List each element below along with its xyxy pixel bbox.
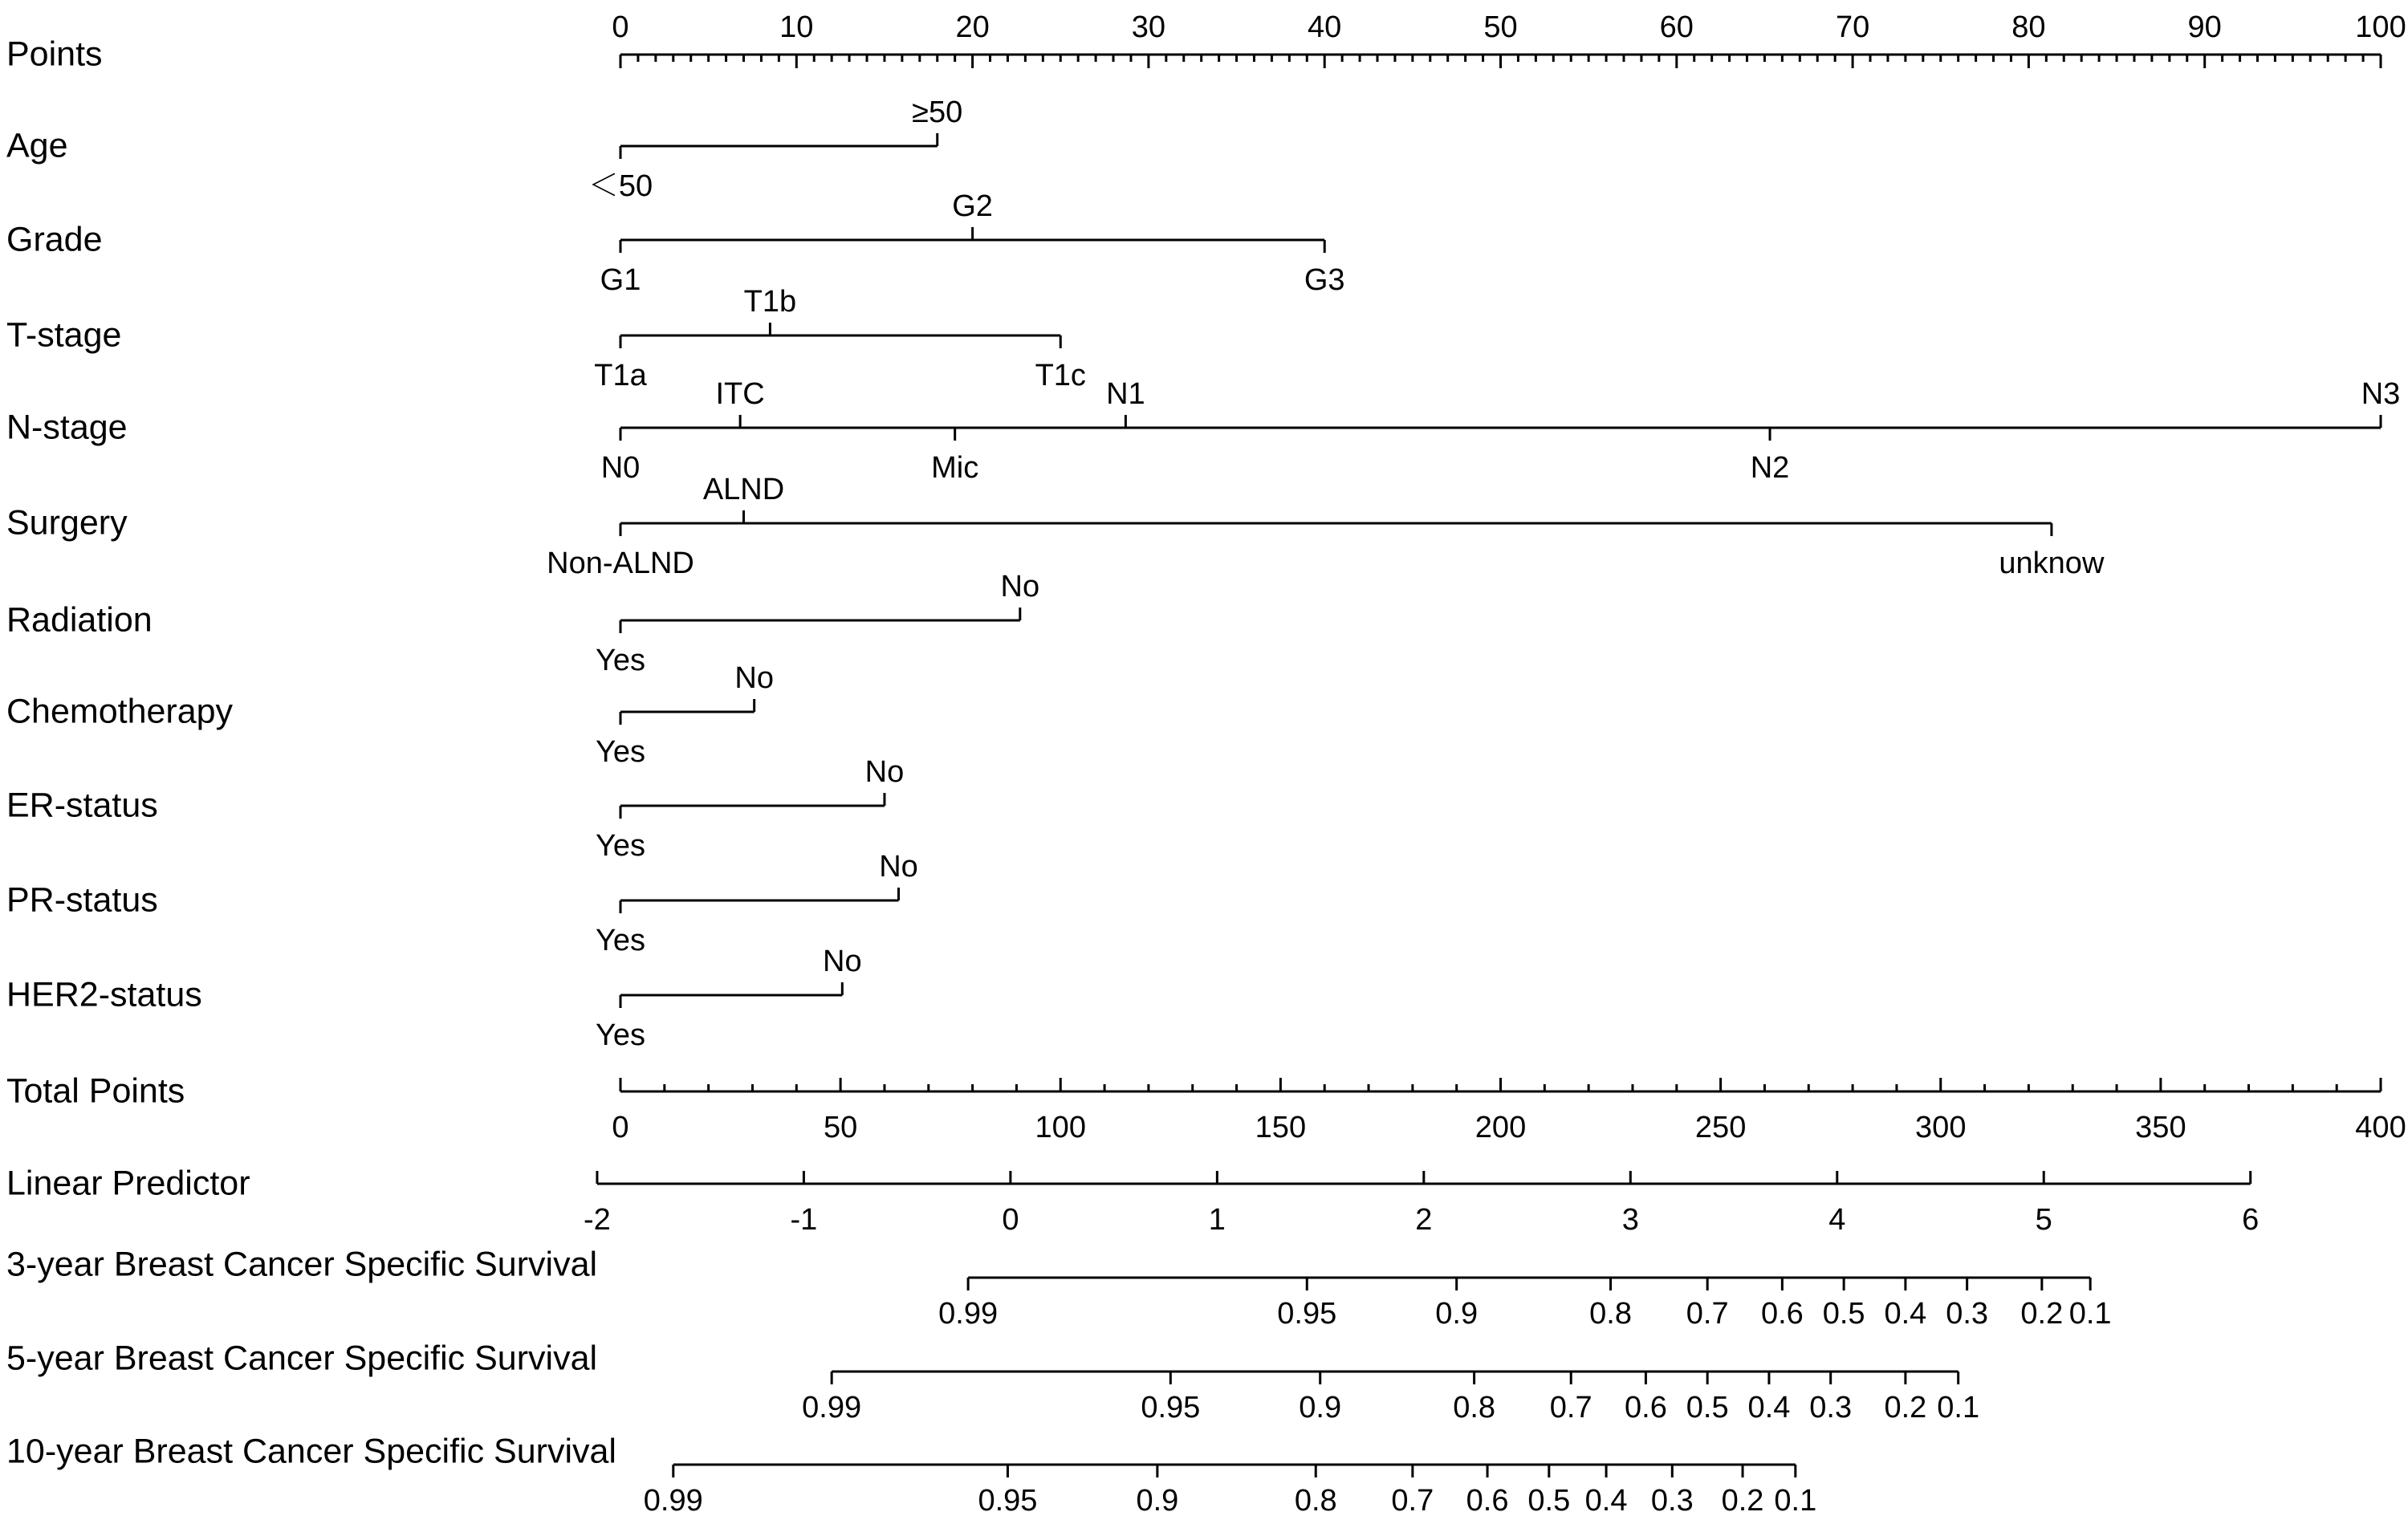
total-points-tick-label: 150 [1255,1111,1307,1144]
linear-predictor-tick-label: -1 [790,1203,818,1237]
survival-tick-label: 0.7 [1391,1484,1434,1518]
level-label: N0 [600,451,641,485]
points-tick-label: 90 [2187,10,2222,44]
survival-tick-label: 0.4 [1747,1391,1791,1424]
row-label: N-stage [6,408,128,447]
row-label: 10-year Breast Cancer Specific Survival [6,1432,616,1471]
row-label: Points [6,35,103,74]
total-points-tick-label: 0 [612,1111,629,1144]
level-label: ＜50 [588,169,653,203]
survival-tick-label: 0.3 [1809,1391,1853,1424]
points-tick-label: 0 [612,10,629,44]
points-tick-label: 30 [1131,10,1166,44]
survival-tick-label: 0.8 [1453,1391,1496,1424]
points-tick-label: 70 [1835,10,1870,44]
row-label: Chemotherapy [6,692,234,731]
level-label: G3 [1304,263,1345,297]
survival-tick-label: 0.95 [1141,1391,1201,1424]
total-points-tick-label: 300 [1915,1111,1967,1144]
row-label: T-stage [6,315,122,355]
level-label: G1 [600,263,641,297]
level-label: No [823,945,862,978]
survival-tick-label: 0.95 [1277,1297,1337,1331]
survival-tick-label: 0.5 [1527,1484,1571,1518]
survival-tick-label: 0.2 [1721,1484,1764,1518]
row-label: PR-status [6,880,158,920]
survival-tick-label: 0.9 [1435,1297,1479,1331]
linear-predictor-tick-label: 6 [2242,1203,2260,1237]
total-points-tick-label: 350 [2135,1111,2186,1144]
row-label: Grade [6,220,103,259]
survival-tick-label: 0.1 [2068,1297,2112,1331]
survival-tick-label: 0.1 [1774,1484,1817,1518]
level-label: ≥50 [912,96,963,129]
survival-tick-label: 0.6 [1760,1297,1804,1331]
survival-tick-label: 0.2 [2020,1297,2064,1331]
survival-tick-label: 0.4 [1884,1297,1927,1331]
points-tick-label: 50 [1483,10,1518,44]
survival-tick-label: 0.9 [1299,1391,1342,1424]
level-label: Non-ALND [547,547,694,580]
linear-predictor-tick-label: 4 [1828,1203,1846,1237]
level-label: Yes [596,1018,645,1052]
level-label: N1 [1106,377,1145,411]
survival-tick-label: 0.7 [1686,1297,1729,1331]
survival-tick-label: 0.6 [1625,1391,1667,1424]
points-tick-label: 40 [1308,10,1342,44]
row-label: Linear Predictor [6,1164,250,1203]
linear-predictor-tick-label: 1 [1208,1203,1226,1237]
level-label: No [879,850,918,884]
survival-tick-label: 0.4 [1584,1484,1628,1518]
survival-tick-label: 0.3 [1946,1297,1989,1331]
level-label: T1a [594,359,647,392]
row-label: Age [6,126,68,165]
survival-tick-label: 0.6 [1466,1484,1509,1518]
survival-tick-label: 0.95 [978,1484,1038,1518]
level-label: ALND [702,473,785,506]
row-label: Total Points [6,1071,185,1111]
linear-predictor-tick-label: 2 [1415,1203,1433,1237]
survival-tick-label: 0.99 [938,1297,999,1331]
level-label: Yes [596,924,645,957]
row-label: 3-year Breast Cancer Specific Survival [6,1245,598,1284]
level-label: No [734,661,774,695]
level-label: No [1000,570,1040,604]
level-label: Yes [596,829,645,863]
level-label: Mic [931,451,979,485]
level-label: N3 [2361,377,2401,411]
survival-tick-label: 0.8 [1294,1484,1337,1518]
survival-tick-label: 0.8 [1589,1297,1632,1331]
survival-tick-label: 0.7 [1549,1391,1592,1424]
linear-predictor-tick-label: 5 [2035,1203,2052,1237]
survival-tick-label: 0.99 [802,1391,862,1424]
linear-predictor-tick-label: 0 [1002,1203,1019,1237]
row-label: ER-status [6,786,158,825]
row-label: HER2-status [6,975,202,1014]
survival-tick-label: 0.9 [1136,1484,1179,1518]
survival-tick-label: 0.99 [643,1484,703,1518]
row-label: Radiation [6,600,153,640]
survival-tick-label: 0.1 [1937,1391,1980,1424]
points-tick-label: 80 [2011,10,2046,44]
total-points-tick-label: 100 [1035,1111,1086,1144]
row-label: 5-year Breast Cancer Specific Survival [6,1339,598,1378]
level-label: ITC [715,377,765,411]
level-label: Yes [596,644,645,677]
total-points-tick-label: 200 [1474,1111,1527,1144]
level-label: G2 [952,189,993,223]
survival-tick-label: 0.2 [1884,1391,1927,1424]
points-tick-label: 60 [1659,10,1694,44]
linear-predictor-tick-label: -2 [584,1203,611,1237]
level-label: No [864,755,905,789]
level-label: T1b [743,285,797,319]
points-tick-label: 20 [955,10,990,44]
level-label: Yes [596,735,645,769]
points-tick-label: 10 [779,10,814,44]
level-label: unknow [1999,547,2105,580]
total-points-tick-label: 250 [1694,1111,1747,1144]
row-label: Surgery [6,503,128,543]
level-label: T1c [1035,359,1086,392]
total-points-tick-label: 400 [2355,1111,2406,1144]
points-tick-label: 100 [2355,10,2406,44]
survival-tick-label: 0.5 [1822,1297,1865,1331]
survival-tick-label: 0.5 [1686,1391,1729,1424]
survival-tick-label: 0.3 [1650,1484,1694,1518]
linear-predictor-tick-label: 3 [1621,1203,1639,1237]
total-points-tick-label: 50 [823,1111,858,1144]
level-label: N2 [1750,451,1790,485]
